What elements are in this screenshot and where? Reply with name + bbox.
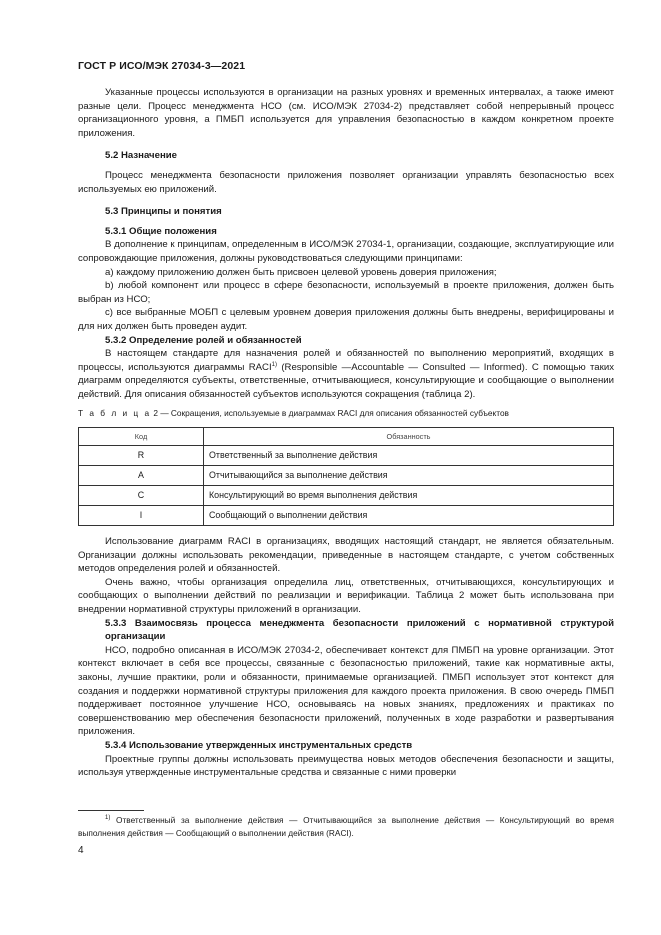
footnote-mark: 1) xyxy=(105,815,111,821)
footnote-text: Ответственный за выполнение действия — Отчитывающийся за выполнение действия — Консультирующий во время выполнения действия — Сообщающий о выполнении действия (RACI). xyxy=(78,815,614,838)
table-cell-code: C xyxy=(79,486,204,506)
raci-usage-paragraph: Использование диаграмм RACI в организациях, вводящих настоящий стандарт, не является обязательным. Организации должны использовать рекомендации, приведенные в настоящем стандарте, с учетом собственных методов определения ролей и обязанностей. xyxy=(78,536,614,575)
footnote-divider xyxy=(78,810,144,811)
section-5-3-3-heading: 5.3.3 Взаимосвязь процесса менеджмента безопасности приложений с нормативной структурой организации xyxy=(105,617,614,643)
section-5-2-paragraph: Процесс менеджмента безопасности приложения позволяет организации управлять безопасностью всех используемых ею приложений. xyxy=(78,169,614,195)
section-5-3-2-paragraph: В настоящем стандарте для назначения ролей и обязанностей по выполнению мероприятий, входящих в процессы, используются диаграммы RACI$^{1)}$ (Responsible —Accountable — Consulted — Informed). С помощью таких диаграмм определяются субъекты, ответственные, отчитывающиеся, консультирующие и сообщающие о выполнении действий. Для описания обязанностей субъектов используются сокращения (таблица 2). xyxy=(78,348,614,400)
table-header-row xyxy=(79,428,614,446)
list-item-c: с) все выбранные МОБП с целевым уровнем доверия приложения должны быть внедрены, верифицированы и для них должен быть проведен аудит. xyxy=(78,307,614,332)
list-item-b: b) любой компонент или процесс в сфере безопасности, используемый в проекте приложения, должен быть выбран из НСО; xyxy=(78,280,614,305)
page-body xyxy=(78,86,614,780)
table-cell-duty: Ответственный за выполнение действия xyxy=(204,446,614,466)
section-5-3-4-heading: 5.3.4 Использование утвержденных инструментальных средств xyxy=(105,739,413,751)
table-row xyxy=(79,506,614,526)
column-header-duty: Обязанность xyxy=(204,428,614,446)
section-5-3-heading: 5.3 Принципы и понятия xyxy=(105,206,222,218)
table-row xyxy=(79,466,614,486)
page-number: 4 xyxy=(78,845,84,856)
section-5-2-heading: 5.2 Назначение xyxy=(105,150,177,162)
table-cell-code: R xyxy=(79,446,204,466)
list-item-a: а) каждому приложению должен быть присвоен целевой уровень доверия приложения; xyxy=(105,266,497,278)
table-cell-code: A xyxy=(79,466,204,486)
table-cell-duty: Сообщающий о выполнении действия xyxy=(204,506,614,526)
section-5-3-1-heading: 5.3.1 Общие положения xyxy=(105,225,217,237)
intro-paragraph: Указанные процессы используются в организации на разных уровнях и временных интервалах, а также имеют разные цели. Процесс менеджмента НСО (см. ИСО/МЭК 27034-2) представляет собой непрерывный процесс организационного уровня, а ПМБП используется для управления безопасностью в каждом конкретном проекте приложения. xyxy=(78,87,614,139)
raci-importance-paragraph: Очень важно, чтобы организация определила лиц, ответственных, отчитывающихся, консультирующих и сообщающих о выполнении действий по реализации и верификации. Таблица 2 может быть использована при внедрении нормативной структуры приложений в организации. xyxy=(78,576,614,616)
table-row xyxy=(79,486,614,506)
section-5-3-4-paragraph: Проектные группы должны использовать преимущества новых методов обеспечения безопасности и защиты, используя утвержденные инструментальные средства и связанные с ними проверки xyxy=(78,753,614,779)
table-caption: Т а б л и ц а 2 — Сокращения, используемые в диаграммах RACI для описания обязанностей субъектов xyxy=(78,408,509,419)
footnote-reference: 1) xyxy=(271,361,277,368)
section-5-3-3-paragraph: НСО, подробно описанная в ИСО/МЭК 27034-2, обеспечивает контекст для ПМБП на уровне организации. Этот контекст включает в себя все процессы, связанные с безопасностью приложений, такие как нормативные акты, законы, лучшие практики, роли и обязанности, принимаемые организацией. ПМБП использует этот контекст для создания и поддержки нормативной структуры приложения для каждого проекта приложения. В свою очередь ПМБП поддерживает постоянное улучшение НСО, основываясь на новых знаниях, предложениях и практиках по совершенствованию мер обеспечения безопасности приложений, полученных в ходе разработки и развертывания приложения. xyxy=(78,644,614,738)
footnote xyxy=(78,814,614,839)
raci-table xyxy=(78,427,614,526)
table-cell-duty: Консультирующий во время выполнения действия xyxy=(204,486,614,506)
table-cell-code: I xyxy=(79,506,204,526)
table-cell-duty: Отчитывающийся за выполнение действия xyxy=(204,466,614,486)
section-5-3-2-heading: 5.3.2 Определение ролей и обязанностей xyxy=(105,334,302,346)
table-row xyxy=(79,446,614,466)
column-header-code: Код xyxy=(79,428,204,446)
standard-header: ГОСТ Р ИСО/МЭК 27034-3—2021 xyxy=(78,60,246,72)
section-5-3-1-paragraph: В дополнение к принципам, определенным в ИСО/МЭК 27034-1, организации, создающие, эксплуатирующие или сопровождающие приложения, должны руководствоваться следующими принципами: xyxy=(78,239,614,264)
